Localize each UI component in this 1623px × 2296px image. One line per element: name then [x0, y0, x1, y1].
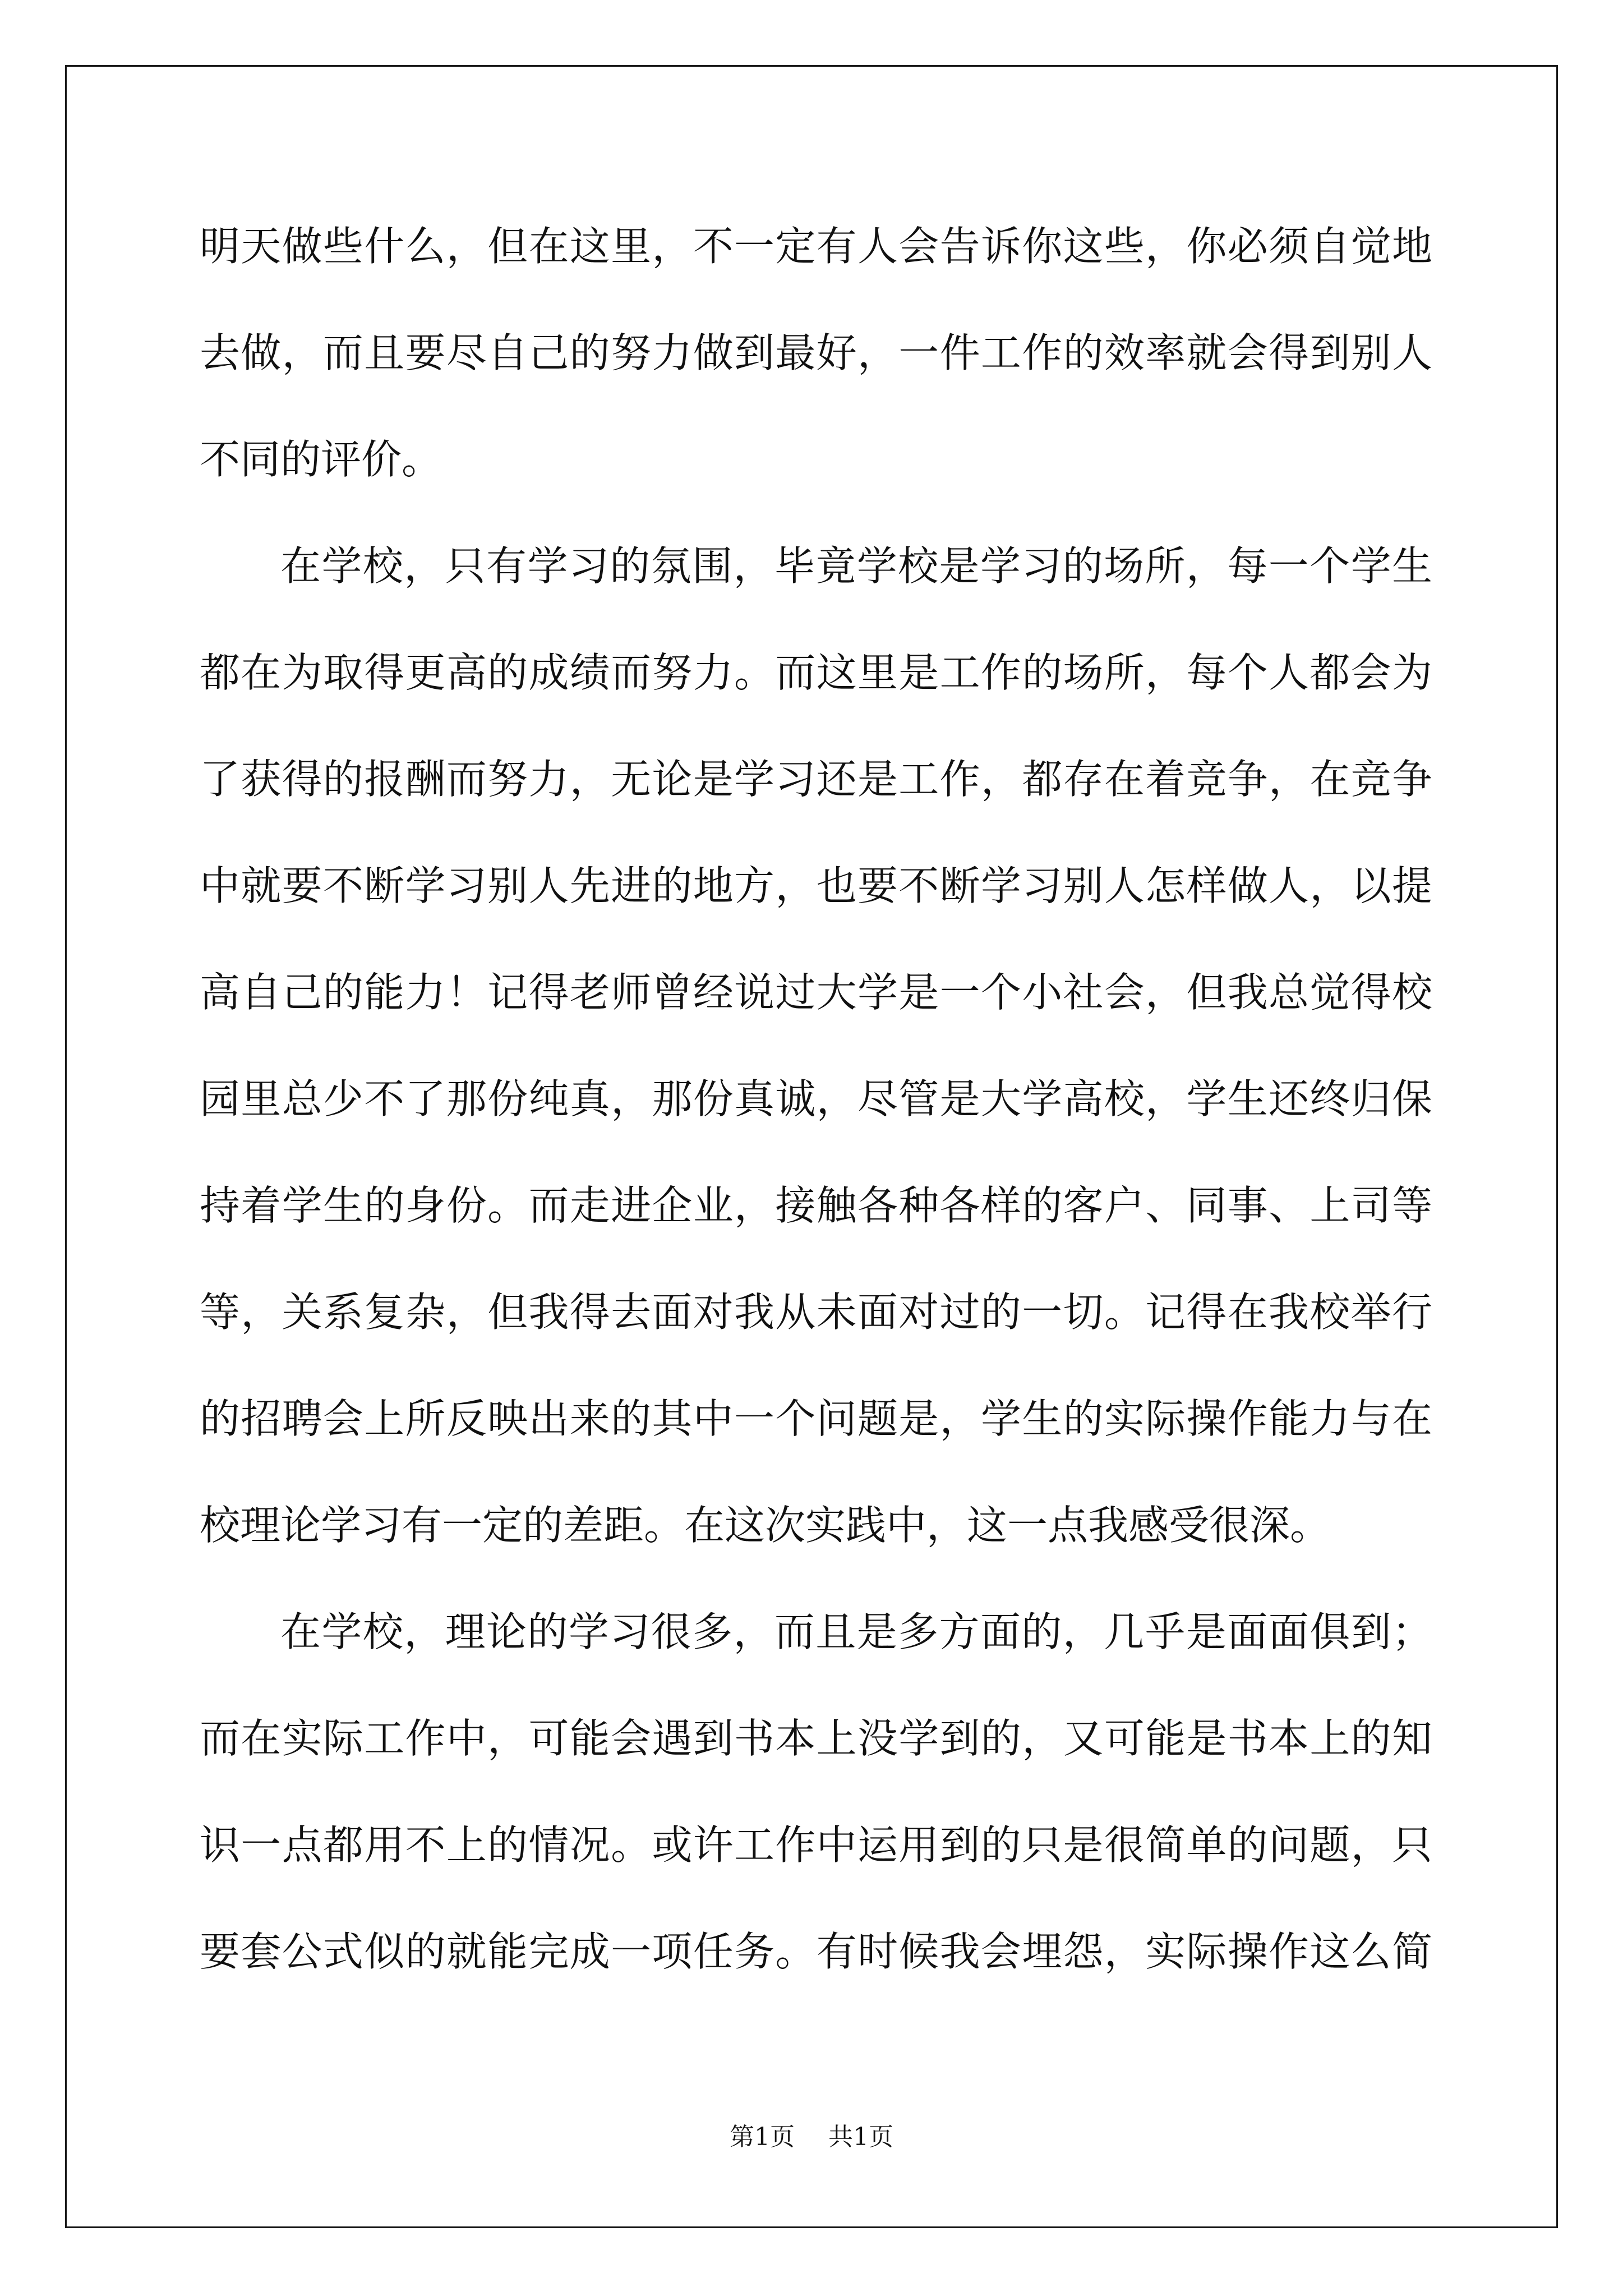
text-line: 等，关系复杂，但我得去面对我从未面对过的一切。记得在我校举行	[200, 1289, 1432, 1336]
text-line: 的招聘会上所反映出来的其中一个问题是，学生的实际操作能力与在	[200, 1395, 1432, 1442]
text-line: 了获得的报酬而努力，无论是学习还是工作，都存在着竞争，在竞争	[200, 756, 1432, 803]
text-line: 校理论学习有一定的差距。在这次实践中，这一点我感受很深。	[200, 1502, 1331, 1549]
text-line: 识一点都用不上的情况。或许工作中运用到的只是很简单的问题，只	[200, 1821, 1432, 1869]
text-line: 不同的评价。	[200, 436, 442, 483]
text-line: 高自己的能力！记得老师曾经说过大学是一个小社会，但我总觉得校	[200, 969, 1432, 1016]
text-line: 明天做些什么，但在这里，不一定有人会告诉你这些，你必须自觉地	[200, 223, 1432, 270]
page-total: 共1页	[828, 2123, 893, 2151]
text-line: 而在实际工作中，可能会遇到书本上没学到的，又可能是书本上的知	[200, 1715, 1432, 1762]
text-line: 在学校，只有学习的氛围，毕竟学校是学习的场所，每一个学生	[280, 542, 1432, 590]
page-footer	[0, 2120, 1623, 2154]
text-line: 园里总少不了那份纯真，那份真诚，尽管是大学高校，学生还终归保	[200, 1075, 1432, 1122]
text-line: 都在为取得更高的成绩而努力。而这里是工作的场所，每个人都会为	[200, 649, 1432, 696]
text-line: 持着学生的身份。而走进企业，接触各种各样的客户、同事、上司等	[200, 1182, 1432, 1229]
page-number: 第1页	[730, 2123, 795, 2151]
document-body	[200, 215, 1432, 2027]
text-line: 在学校，理论的学习很多，而且是多方面的，几乎是面面俱到；	[280, 1608, 1432, 1655]
text-line: 要套公式似的就能完成一项任务。有时候我会埋怨，实际操作这么简	[200, 1928, 1432, 1975]
text-line: 中就要不断学习别人先进的地方，也要不断学习别人怎样做人，以提	[200, 862, 1432, 909]
text-line: 去做，而且要尽自己的努力做到最好，一件工作的效率就会得到别人	[200, 329, 1432, 376]
